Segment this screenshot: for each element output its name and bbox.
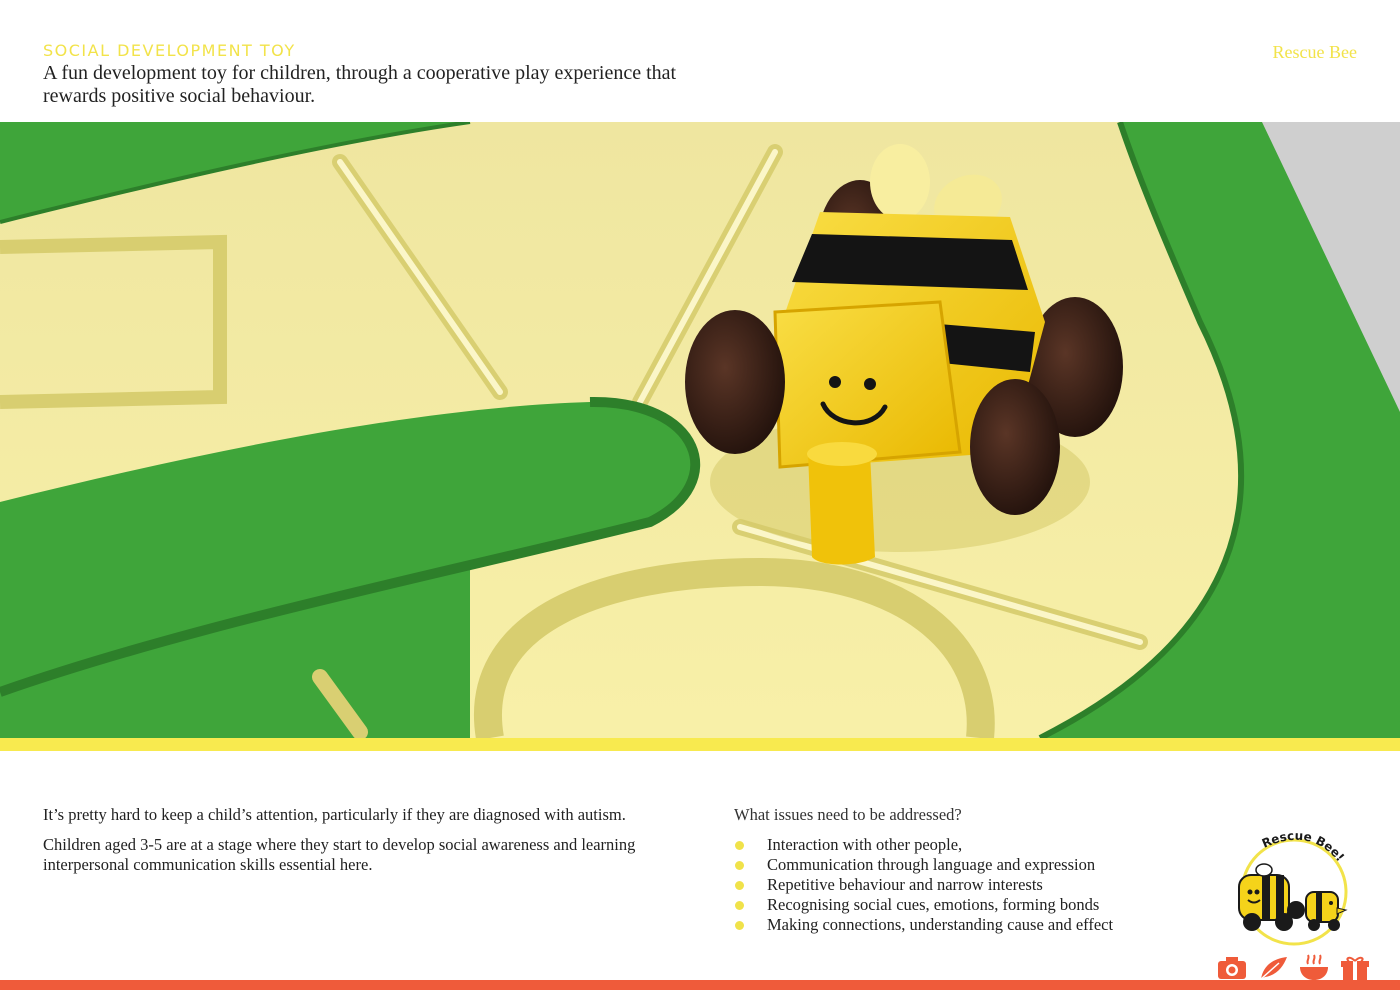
footer-icon-row [1216, 953, 1371, 981]
list-item: Interaction with other people, [734, 835, 1113, 855]
age-paragraph: Children aged 3-5 are at a stage where they start to develop social awareness and learning interpersonal communication skills essential here. [43, 835, 636, 874]
bowl-icon [1298, 953, 1330, 981]
list-item: Making connections, understanding cause and effect [734, 915, 1113, 935]
list-item: Recognising social cues, emotions, forming bonds [734, 895, 1113, 915]
list-item: Communication through language and expression [734, 855, 1113, 875]
headline: A fun development toy for children, through a cooperative play experience that rewards positive social behaviour. [43, 62, 677, 107]
intro-paragraph: It’s pretty hard to keep a child’s attention, particularly if they are diagnosed with autism. [43, 805, 626, 824]
hero-render-image [0, 122, 1400, 738]
rescue-bee-logo [1224, 830, 1364, 950]
bullet-icon [735, 901, 744, 910]
gift-icon [1339, 953, 1371, 981]
footer-accent-bar [0, 980, 1400, 990]
section-kicker: SOCIAL DEVELOPMENT TOY [43, 41, 296, 60]
leaf-icon [1257, 953, 1289, 981]
bullet-icon [735, 921, 744, 930]
bullet-icon [735, 861, 744, 870]
bullet-icon [735, 881, 744, 890]
yellow-divider-band [0, 738, 1400, 751]
logo-text: Rescue Bee! [1259, 830, 1348, 865]
bullet-icon [735, 841, 744, 850]
brand-name: Rescue Bee [1272, 42, 1357, 62]
list-item: Repetitive behaviour and narrow interests [734, 875, 1113, 895]
issues-list [734, 835, 1113, 935]
camera-icon [1216, 953, 1248, 981]
issues-heading: What issues need to be addressed? [734, 805, 962, 824]
